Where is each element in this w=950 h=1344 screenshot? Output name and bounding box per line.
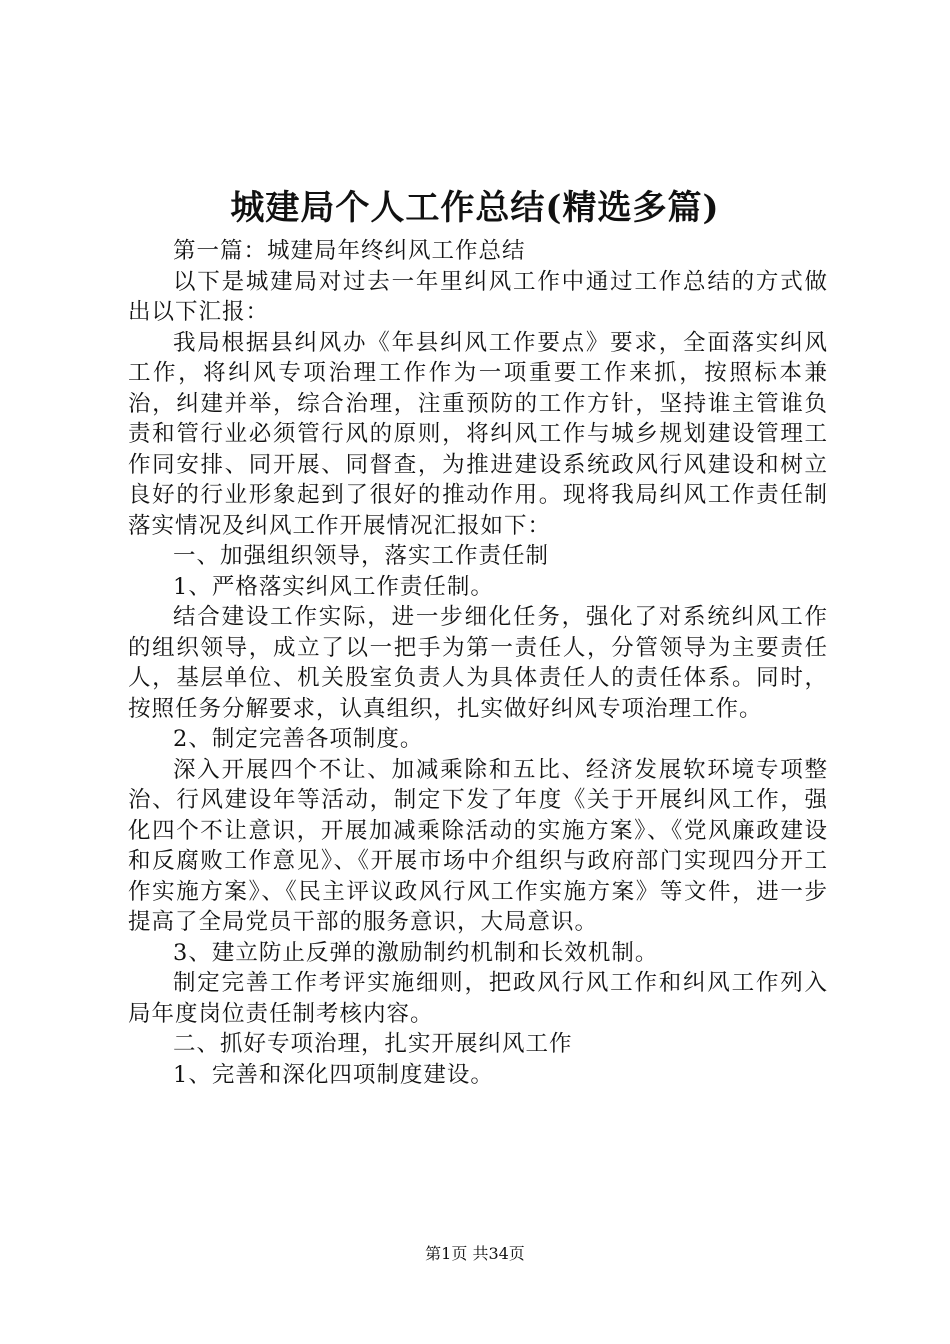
document-title: 城建局个人工作总结(精选多篇): [230, 188, 720, 228]
section-heading: 二、抓好专项治理，扎实开展纠风工作: [173, 1031, 573, 1057]
page-number-footer: 第1页 共34页: [425, 1244, 525, 1263]
subsection-heading: 1、完善和深化四项制度建设。: [173, 1061, 494, 1088]
paragraph: 深入开展四个不让、加减乘除和五比、经济发展软环境专项整治、行风建设年等活动，制定下发了年度《关于开展纠风工作，强化四个不让意识，开展加减乘除活动的实施方案》、《党风廉政建设和反腐败工作意见》、《开展市场中介组织与政府部门实现四分开工作实施方案》、《民主评议政风行风工作实施方案》等文件，进一步提高了全局党员干部的服务意识，大局意识。: [128, 756, 828, 935]
paragraph: 我局根据县纠风办《年县纠风工作要点》要求，全面落实纠风工作，将纠风专项治理工作作为一项重要工作来抓，按照标本兼治，纠建并举，综合治理，注重预防的工作方针，坚持谁主管谁负责和管行业必须管行风的原则，将纠风工作与城乡规划建设管理工作同安排、同开展、同督查，为推进建设系统政风行风建设和树立良好的行业形象起到了很好的推动作用。现将我局纠风工作责任制落实情况及纠风工作开展情况汇报如下：: [128, 329, 828, 539]
paragraph: 制定完善工作考评实施细则，把政风行风工作和纠风工作列入局年度岗位责任制考核内容。: [128, 970, 828, 1027]
section-heading: 一、加强组织领导，落实工作责任制: [173, 543, 550, 569]
paragraph: 以下是城建局对过去一年里纠风工作中通过工作总结的方式做出以下汇报：: [128, 268, 828, 325]
subsection-heading: 3、建立防止反弹的激励制约机制和长效机制。: [173, 939, 659, 966]
section-heading: 第一篇：城建局年终纠风工作总结: [173, 238, 526, 264]
subsection-heading: 2、制定完善各项制度。: [173, 726, 424, 752]
document-body: [128, 236, 828, 1090]
subsection-heading: 1、严格落实纠风工作责任制。: [173, 573, 494, 600]
paragraph: 结合建设工作实际，进一步细化任务，强化了对系统纠风工作的组织领导，成立了以一把手为第一责任人，分管领导为主要责任人，基层单位、机关股室负责人为具体责任人的责任体系。同时，按照任务分解要求，认真组织，扎实做好纠风专项治理工作。: [128, 604, 828, 722]
